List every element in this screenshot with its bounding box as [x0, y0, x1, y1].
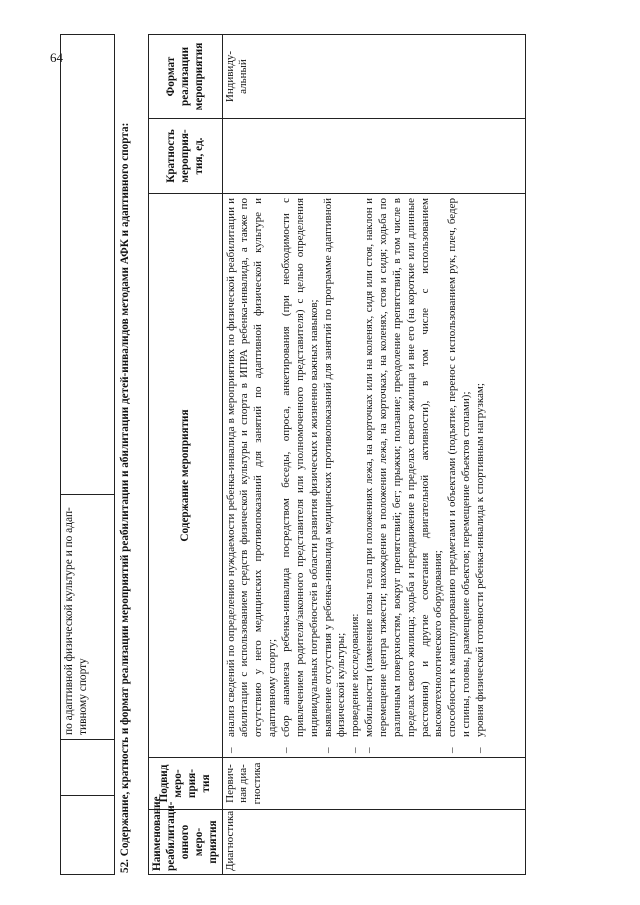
previous-table-fragment — [60, 34, 115, 875]
table-row — [222, 35, 525, 875]
list-dash: – — [474, 747, 487, 753]
list-item-text: способности к манипулированию предметами и объектами (подъятие, перенос с использованием рук, плеч, бедер и спины, головы, размещение объектов; перемещение объектов стопами); — [446, 198, 473, 737]
prev-cell-subtype — [61, 740, 115, 796]
header-name: Наименование реабилитаци-онного меро-приятия — [149, 810, 223, 875]
cell-format: Индивиду-альный — [222, 35, 525, 119]
list-item-text: выявление отсутствия у ребенка-инвалида медицинских противопоказаний для занятий по программе адаптивной физической культуры; — [321, 198, 348, 737]
activities-table — [148, 34, 526, 875]
header-multiplicity: Кратность мероприя-тия, ед. — [149, 119, 223, 194]
header-content: Содержание мероприятия — [149, 194, 223, 758]
prev-text-line2: тивному спорту — [77, 658, 90, 735]
prev-cell-text — [61, 495, 115, 740]
prev-cell-rest — [61, 35, 115, 495]
list-item — [322, 198, 350, 753]
list-item-text: уровня физической готовности ребенка-инвалида к спортивным нагрузкам; — [474, 383, 487, 737]
previous-table-row — [61, 35, 115, 875]
list-item-text: сбор анамнеза ребенка-инвалида посредством беседы, опроса, анкетирования (при необходимости с привлечением родителя/законного представителя или уполномоченного представителя) с целью определения индивидуальных потребностей в области развития физических и жизненно важных навыков; — [279, 198, 320, 737]
header-format: Формат реализации мероприятия — [149, 35, 223, 119]
list-item — [363, 198, 446, 753]
list-dash: – — [446, 747, 459, 753]
list-item-text: проведение исследования: — [349, 613, 362, 737]
section-title: 52. Содержание, кратность и формат реализации мероприятий реабилитации и абилитации детей-инвалидов методами АФК и адаптивного спорта: — [119, 122, 131, 873]
list-item — [474, 198, 488, 753]
list-item — [280, 198, 322, 753]
list-item — [446, 198, 474, 753]
list-item-text: мобильности (изменение позы тела при положениях лежа, на корточках или на коленях, сидя или стоя, наклон и перемещение центра тяжести; нахождение в положении лежа, на корточках, на коленях, стоя и сидя; ходьба по различным поверхностям, вокруг препятствий; бег; прыжки; ползание; преодоление препятствий, в том числе в пределах своего жилища; ходьба и передвижение в пределах своего жилища и вне его (на короткие или длинные расстояния) и другие сочетания двигательной активности), в том числе с использованием высокотехнологического оборудования; — [363, 198, 445, 737]
rotated-page — [60, 35, 555, 875]
cell-multiplicity — [222, 119, 525, 194]
list-item — [349, 198, 363, 753]
cell-content — [222, 194, 525, 758]
list-dash: – — [321, 747, 334, 753]
prev-text-line1: по адаптивной физической культуре и по адап- — [63, 507, 75, 735]
list-dash: – — [363, 747, 376, 753]
cell-name: Диагностика — [222, 810, 525, 875]
list-item — [225, 198, 280, 753]
list-item-text: анализ сведений по определению нуждаемости ребенка-инвалида в мероприятиях по физической реабилитации и абилитации с использованием средств физической культуры и спорта в ИПРА ребенка-инвалида, а также по отсутствию у него медицинских противопоказаний для занятий по адаптивной физической культуре и адаптивному спорту; — [224, 198, 279, 737]
table-header-row — [149, 35, 223, 875]
header-subtype: Подвид меро-прия-тия — [149, 758, 223, 810]
prev-cell-name — [61, 796, 115, 875]
list-dash: – — [224, 747, 237, 753]
list-dash: – — [279, 747, 292, 753]
cell-subtype: Первич-ная диа-гностика — [222, 758, 525, 810]
list-dash: – — [349, 747, 362, 753]
page-number: 64 — [50, 50, 63, 65]
